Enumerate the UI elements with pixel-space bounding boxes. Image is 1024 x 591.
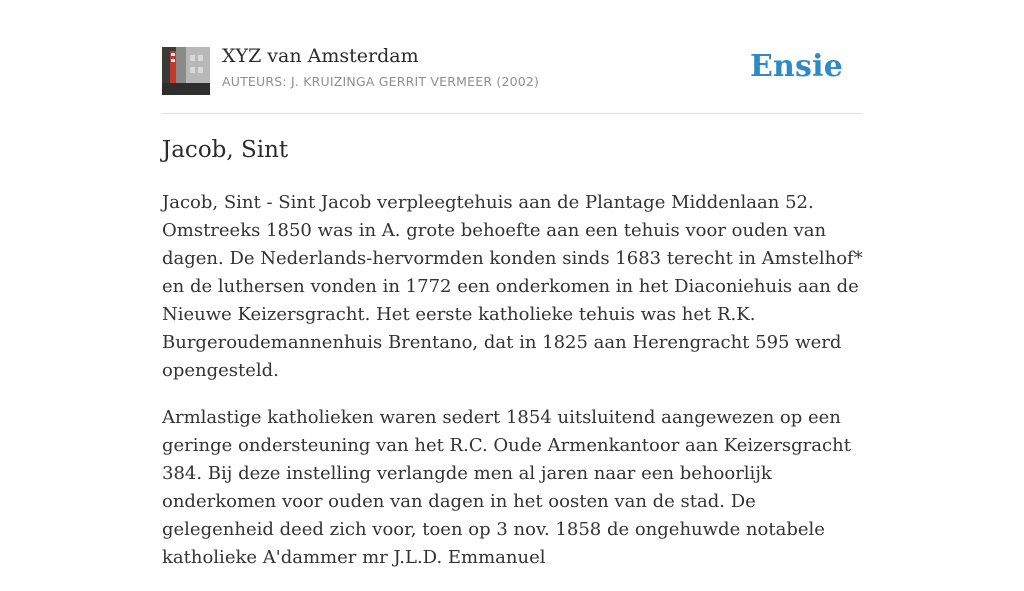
article-title: Jacob, Sint bbox=[162, 137, 289, 163]
page-header bbox=[162, 0, 862, 114]
ensie-logo[interactable]: Ensie bbox=[749, 49, 843, 84]
article-container bbox=[162, 0, 863, 568]
book-cover-image bbox=[162, 47, 210, 95]
article-body bbox=[162, 189, 864, 591]
book-authors: AUTEURS: J. KRUIZINGA GERRIT VERMEER (2002) bbox=[222, 74, 540, 89]
article-paragraph: Jacob, Sint - Sint Jacob verpleegtehuis aan de Plantage Middenlaan 52. Omstreeks 1850 was in A. grote behoefte aan een tehuis voor ouden van dagen. De Nederlands-hervormden konden sinds 1683 terecht in Amstelhof* en de luthersen vonden in 1772 een onderkomen in het Diaconiehuis aan de Nieuwe Keizersgracht. Het eerste katholieke tehuis was het R.K. Burgeroudemannenhuis Brentano, dat in 1825 aan Herengracht 595 werd opengesteld. bbox=[162, 192, 863, 381]
book-title-link[interactable]: XYZ van Amsterdam bbox=[222, 45, 419, 67]
article-paragraph: Armlastige katholieken waren sedert 1854 uitsluitend aangewezen op een geringe ondersteuning van het R.C. Oude Armenkantoor aan Keizersgracht 384. Bij deze instelling verlangde men al jaren naar een behoorlijk onderkomen voor ouden van dagen in het oosten van de stad. De gelegenheid deed zich voor, toen op 3 nov. 1858 de ongehuwde notabele katholieke A'dammer mr J.L.D. Emmanuel bbox=[162, 407, 851, 568]
book-cover-avatar[interactable] bbox=[162, 47, 210, 95]
